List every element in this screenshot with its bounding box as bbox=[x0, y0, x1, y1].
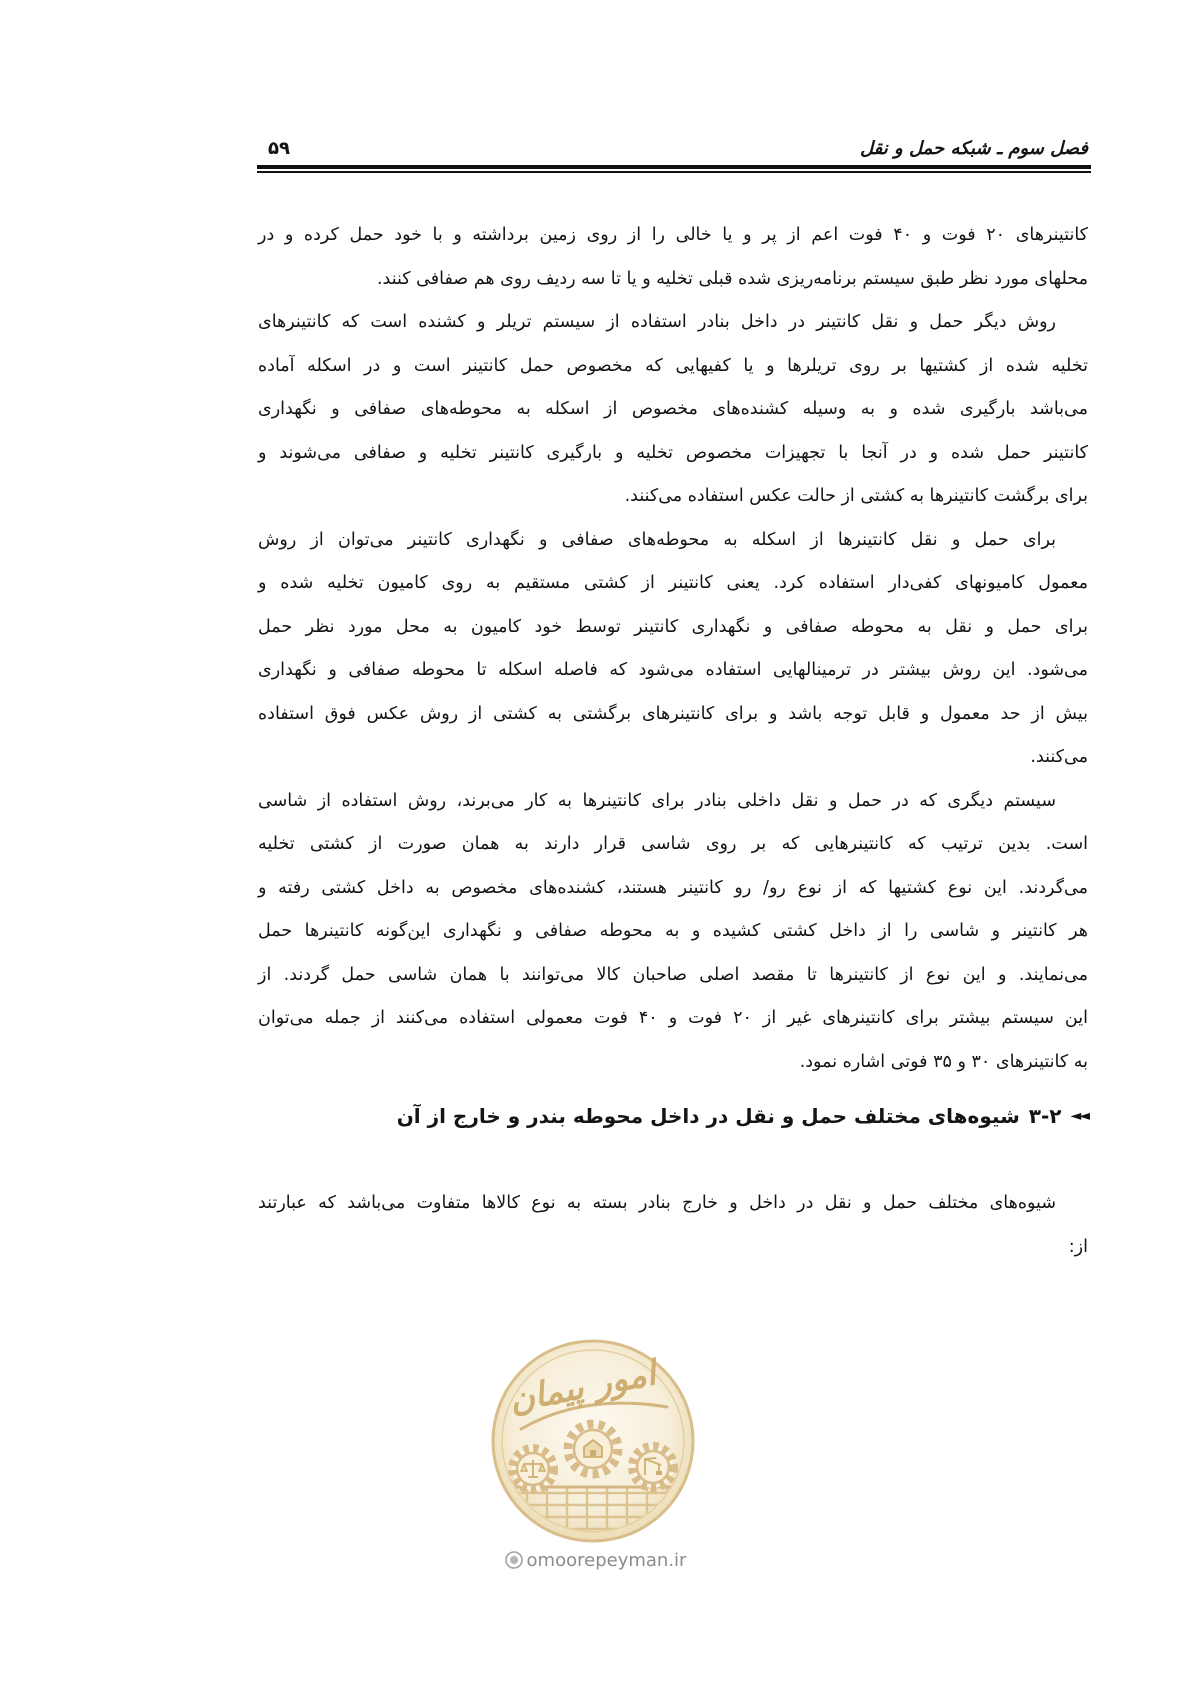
text-line: کانتینرهای ۲۰ فوت و ۴۰ فوت اعم از پر و یا خالی را از روی زمین برداشته و با خود حمل کرده و در bbox=[258, 225, 1088, 245]
text-line: معمول کامیونهای کفی‌دار استفاده کرد. یعنی کانتینر از کشتی مستقیم به روی کامیون تخلیه شده و bbox=[258, 573, 1088, 593]
section-heading bbox=[258, 1095, 1088, 1139]
text-line: می‌کنند. bbox=[1030, 747, 1088, 767]
text-line: است. بدین ترتیب که کانتینرهایی که بر روی شاسی قرار دارند به همان صورت از کشتی تخلیه bbox=[258, 834, 1088, 854]
chapter-title: فصل سوم ـ شبکه حمل و نقل bbox=[860, 137, 1088, 159]
paragraph bbox=[258, 519, 1088, 780]
text-line: بیش از حد معمول و قابل توجه باشد و برای کانتینرهای برگشتی به کشتی از روش عکس فوق استفاده bbox=[258, 703, 1088, 724]
section-number: ۳-۲ bbox=[1028, 1104, 1062, 1128]
text-line: تخلیه شده از کشتیها بر روی تریلرها و یا کفیهایی که مخصوص حمل کانتینر است و در اسکله آماده bbox=[258, 355, 1088, 376]
page-number: ۵۹ bbox=[268, 137, 290, 159]
watermark-logo bbox=[488, 1336, 698, 1546]
text-line: برای حمل و نقل به محوطه صفافی و نگهداری کانتینر توسط خود کامیون به محل مورد نظر حمل bbox=[258, 616, 1088, 637]
paragraph bbox=[258, 301, 1088, 519]
double-arrow-icon: ◄◄ bbox=[1070, 1108, 1088, 1124]
logo-calligraphy: امور پیمان bbox=[505, 1353, 660, 1421]
logo-gear-icon bbox=[568, 1424, 618, 1474]
paragraph bbox=[258, 1182, 1088, 1269]
site-footer bbox=[0, 1547, 1190, 1573]
running-header bbox=[258, 134, 1088, 162]
text-line: می‌نمایند. و این نوع از کانتینرها تا مقصد اصلی صاحبان کالا می‌توانند با همان شاسی حمل گردند. از bbox=[258, 964, 1088, 985]
logo-gear-icon bbox=[632, 1446, 674, 1488]
header-rule-thin bbox=[257, 171, 1091, 173]
text-line: از: bbox=[1068, 1236, 1088, 1257]
text-line: برای برگشت کانتینرها به کشتی از حالت عکس استفاده می‌کنند. bbox=[624, 486, 1088, 506]
text-line: هر کانتینر و شاسی را از داخل کشتی کشیده و به محوطه صفافی و نگهداری این‌گونه کانتینرها حمل bbox=[258, 921, 1088, 941]
section-title: شیوه‌های مختلف حمل و نقل در داخل محوطه بندر و خارج از آن bbox=[396, 1104, 1020, 1128]
text-line: به کانتینرهای ۳۰ و ۳۵ فوتی اشاره نمود. bbox=[799, 1051, 1088, 1072]
text-line: سیستم دیگری که در حمل و نقل داخلی بنادر برای کانتینرها به کار می‌برند، روش استفاده از شاسی bbox=[258, 790, 1056, 811]
text-line: می‌گردند. این نوع کشتیها که از نوع رو/ رو کانتینر هستند، کشنده‌های مخصوص به داخل کشتی رفته و bbox=[258, 877, 1088, 898]
text-line: محلهای مورد نظر طبق سیستم برنامه‌ریزی شده قبلی تخلیه و یا تا سه ردیف روی هم صفافی کنند. bbox=[376, 268, 1088, 289]
text-line: این سیستم بیشتر برای کانتینرهای غیر از ۲۰ فوت و ۴۰ فوت معمولی استفاده می‌کنند از جمله می‌توان bbox=[258, 1008, 1088, 1028]
text-line: برای حمل و نقل کانتینرها از اسکله به محوطه‌های صفافی و نگهداری کانتینر می‌توان از روش bbox=[258, 529, 1056, 550]
text-line: می‌شود. این روش بیشتر در ترمینالهایی استفاده می‌شود که فاصله اسکله تا محوطه صفافی و نگهداری bbox=[258, 660, 1088, 680]
text-line: می‌باشد بارگیری شده و به وسیله کشنده‌های مخصوص از اسکله به محوطه‌های صفافی و نگهداری bbox=[258, 399, 1088, 419]
text-line: روش دیگر حمل و نقل کانتینر در داخل بنادر استفاده از سیستم تریلر و کشنده است که کانتینرهای bbox=[258, 312, 1056, 332]
text-line: شیوه‌های مختلف حمل و نقل در داخل و خارج بنادر بسته به نوع کالاها متفاوت می‌باشد که عبارتند bbox=[258, 1193, 1056, 1213]
paragraph bbox=[258, 214, 1088, 301]
site-logo-icon bbox=[504, 1550, 524, 1570]
header-rule-thick bbox=[257, 165, 1091, 169]
site-url: omoorepeyman.ir bbox=[526, 1549, 687, 1571]
paragraph bbox=[258, 780, 1088, 1085]
text-line: کانتینر حمل شده و در آنجا با تجهیزات مخصوص تخلیه و بارگیری کانتینر تخلیه و صفافی می‌شوند و bbox=[258, 442, 1088, 463]
logo-gear-icon bbox=[512, 1448, 554, 1490]
body-text bbox=[258, 214, 1088, 1269]
